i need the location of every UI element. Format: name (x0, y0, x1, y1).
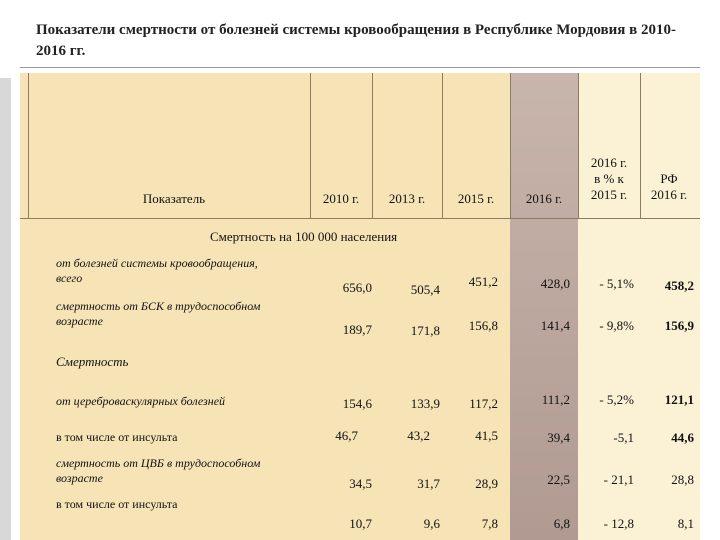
left-decoration-bar (0, 78, 11, 540)
row-label: смертность от БСК в трудоспособном возрасте (56, 299, 261, 328)
header-pct-line1: 2016 г. (590, 155, 628, 170)
page-title: Показатели смертности от болезней системы кровообращения в Республике Мордовия в 2010-2016 гг. (36, 22, 676, 59)
row-label: в том числе от инсульта (56, 430, 178, 444)
header-2015: 2015 г. (457, 191, 495, 206)
data-table (20, 73, 700, 540)
cell-2016: 22,5 (547, 472, 570, 487)
cell-2013: 171,8 (410, 323, 440, 338)
header-2016: 2016 г. (525, 191, 563, 206)
cell-2013: 9,6 (423, 516, 440, 531)
cell-2015: 117,2 (469, 396, 498, 411)
row-label: смертность от ЦВБ в трудоспособном возрасте (56, 456, 261, 485)
header-pct (578, 155, 640, 203)
table-border-left (28, 73, 29, 218)
year-2016-column-bg (510, 73, 578, 540)
row-label: от цереброваскулярных болезней (56, 394, 226, 408)
cell-rf: 121,1 (664, 392, 694, 407)
cell-2015: 7,8 (481, 516, 498, 531)
header-indicator: Показатель (142, 191, 206, 206)
cell-2010: 34,5 (349, 476, 372, 491)
header-2013: 2013 г. (388, 191, 426, 206)
cell-2013: 31,7 (417, 476, 440, 491)
title-divider (20, 67, 700, 68)
cell-2015: 156,8 (468, 318, 498, 333)
cell-rf: 156,9 (664, 318, 694, 333)
header-divider (20, 218, 700, 219)
header-rf-line1: РФ (660, 171, 678, 186)
header-rf (640, 171, 698, 203)
section-mortality: Смертность (56, 354, 129, 369)
cell-rf: 458,2 (664, 278, 694, 293)
cell-2013: 43,2 (407, 428, 430, 443)
cell-2010: 189,7 (342, 322, 372, 337)
cell-2016: 111,2 (541, 392, 570, 407)
cell-2016: 39,4 (547, 430, 570, 445)
rf-pct-column-bg (578, 73, 700, 540)
cell-rf: 28,8 (671, 472, 694, 487)
header-2010: 2010 г. (322, 191, 360, 206)
row-label: в том числе от инсульта (56, 497, 178, 511)
cell-2013: 505,4 (410, 282, 440, 297)
section-mortality-per-100k: Смертность на 100 000 населения (210, 229, 398, 244)
cell-2016: 6,8 (553, 516, 570, 531)
cell-pct: - 12,8 (603, 516, 634, 531)
cell-2015: 28,9 (475, 476, 498, 491)
header-pct-line2: в % к (594, 171, 624, 186)
header-pct-line3: 2015 г. (590, 187, 628, 202)
header-rf-line2: 2016 г. (650, 187, 688, 202)
cell-2016: 141,4 (540, 318, 570, 333)
cell-2013: 133,9 (410, 396, 440, 411)
cell-2010: 154,6 (342, 396, 372, 411)
cell-2010: 46,7 (335, 428, 358, 443)
cell-pct: -5,1 (613, 430, 634, 445)
cell-pct: - 21,1 (603, 472, 634, 487)
cell-2016: 428,0 (540, 276, 570, 291)
cell-2015: 41,5 (475, 428, 498, 443)
cell-pct: - 5,2% (599, 392, 634, 407)
row-label: от болезней системы кровообращения, всего (56, 256, 258, 285)
cell-2015: 451,2 (468, 274, 498, 289)
cell-2010: 656,0 (342, 280, 372, 295)
cell-rf: 44,6 (671, 430, 694, 445)
cell-pct: - 5,1% (599, 276, 634, 291)
cell-pct: - 9,8% (599, 318, 634, 333)
cell-rf: 8,1 (677, 516, 694, 531)
cell-2010: 10,7 (349, 516, 372, 531)
